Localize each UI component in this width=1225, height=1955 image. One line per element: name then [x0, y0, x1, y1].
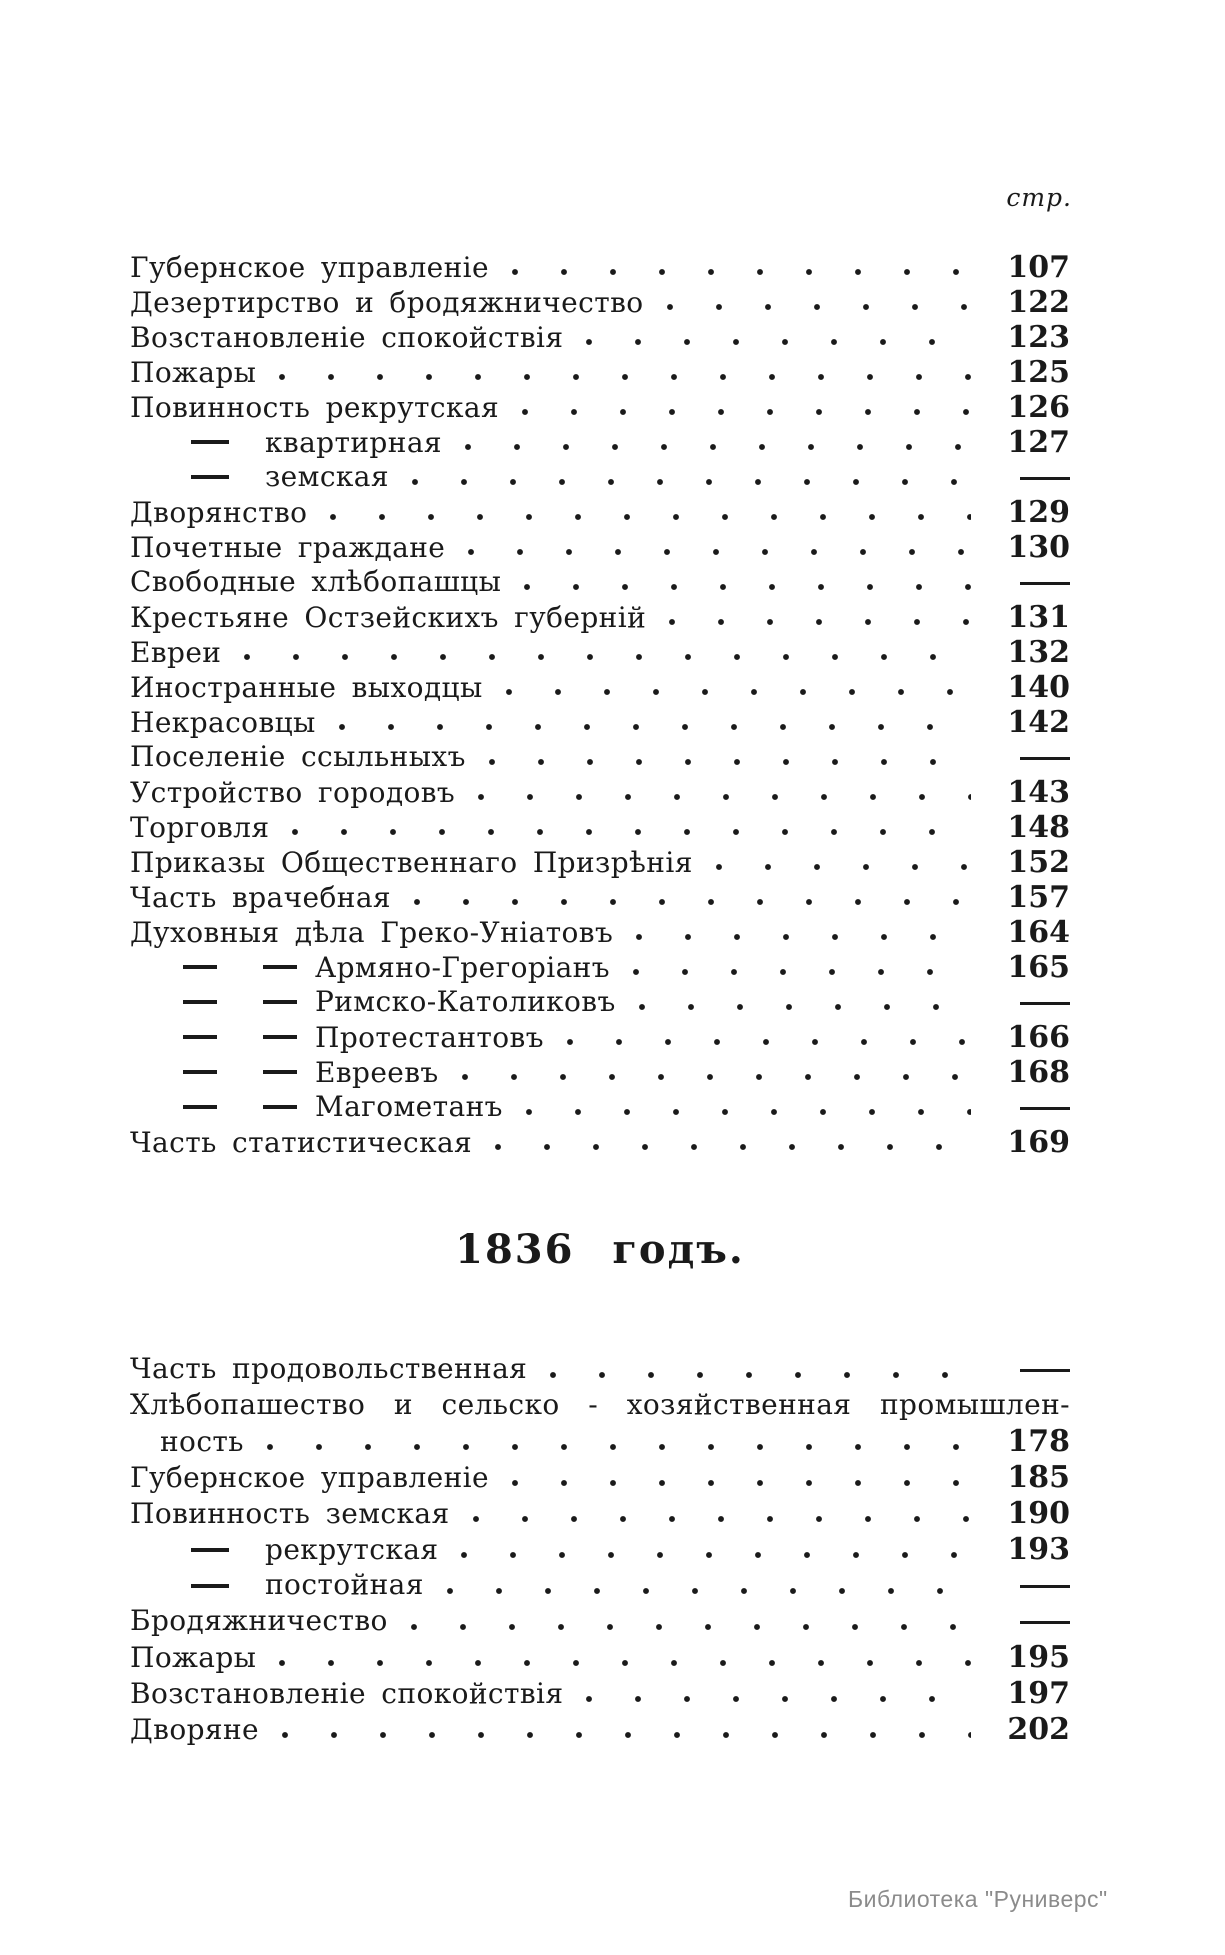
- toc-row: [130, 1712, 1070, 1748]
- ditto-dash: [245, 1028, 315, 1047]
- toc-row: [130, 425, 1070, 460]
- year-heading: 1836 годъ.: [455, 1226, 745, 1273]
- page-number: 202: [1007, 1712, 1070, 1747]
- entry-title: Евреи: [130, 636, 222, 669]
- dot-leader: [715, 862, 971, 872]
- dot-leader: [523, 582, 971, 592]
- page-number: 157: [1007, 880, 1070, 915]
- dot-leader: [411, 477, 971, 487]
- entry-title: Дворянство: [130, 496, 308, 529]
- entry-title: Часть продовольственная: [130, 1352, 528, 1385]
- page-number: [985, 582, 1070, 591]
- page-number: [985, 1002, 1070, 1011]
- ditto-dash: [245, 1063, 315, 1082]
- toc-row: [130, 845, 1070, 880]
- ditto-dash: [245, 1098, 315, 1117]
- entry-title: Свободные хлѣбопашцы: [130, 565, 502, 598]
- page-number: 131: [1007, 600, 1070, 635]
- page-column-header: стр.: [1006, 183, 1072, 212]
- ditto-dash: [155, 993, 245, 1012]
- dot-leader: [472, 1514, 971, 1524]
- toc-row: [130, 1604, 1070, 1640]
- toc-row: [130, 250, 1070, 285]
- page-number: [985, 1621, 1070, 1630]
- dot-leader: [464, 442, 971, 452]
- dot-leader: [668, 617, 971, 627]
- toc-row: [130, 880, 1070, 915]
- entry-title: Возстановленіе спокойствія: [130, 321, 564, 354]
- page-number: 148: [1007, 810, 1070, 845]
- ditto-dash: [155, 468, 265, 487]
- entry-title: Губернское управленіе: [130, 251, 489, 284]
- toc-row: [130, 775, 1070, 810]
- dot-leader: [488, 757, 971, 767]
- toc-row: [130, 810, 1070, 845]
- dot-leader: [635, 932, 971, 942]
- toc-row: [130, 670, 1070, 705]
- dot-leader: [638, 1002, 971, 1012]
- dot-leader: [413, 897, 971, 907]
- entry-title: Духовныя дѣла Греко-Уніатовъ: [130, 916, 614, 949]
- ditto-dash: [245, 958, 315, 977]
- dot-leader: [666, 302, 971, 312]
- toc-row: [130, 950, 1070, 985]
- page-number: 185: [1007, 1460, 1070, 1495]
- entry-title: Повинность земская: [130, 1497, 450, 1530]
- page-number: [985, 1585, 1070, 1594]
- entry-title: Протестантовъ: [315, 1021, 544, 1054]
- entry-title: Часть врачебная: [130, 881, 391, 914]
- entry-title: Некрасовцы: [130, 706, 316, 739]
- page-number: 169: [1007, 1125, 1070, 1160]
- dot-leader: [549, 1370, 971, 1380]
- ditto-dash: [155, 1098, 245, 1117]
- page-number: 107: [1007, 250, 1070, 285]
- toc-row: [130, 1388, 1070, 1424]
- entry-title: Иностранные выходцы: [130, 671, 483, 704]
- page-number: 140: [1007, 670, 1070, 705]
- toc-row: [130, 1020, 1070, 1055]
- page-number: 129: [1007, 495, 1070, 530]
- page-number: 190: [1007, 1496, 1070, 1531]
- dot-leader: [632, 967, 971, 977]
- dot-leader: [446, 1586, 971, 1596]
- dot-leader: [505, 687, 971, 697]
- toc-row: [130, 1532, 1070, 1568]
- toc-row: [130, 1496, 1070, 1532]
- library-watermark: Библиотека "Руниверс": [848, 1886, 1108, 1912]
- entry-title: Хлѣбопашество и сельско - хозяйственная промышлен-: [130, 1388, 1070, 1421]
- entry-title: Римско-Католиковъ: [315, 985, 616, 1018]
- page-number: 197: [1007, 1676, 1070, 1711]
- toc-row: [130, 705, 1070, 740]
- entry-title: Крестьяне Остзейскихъ губерній: [130, 601, 647, 634]
- page-number: [985, 1107, 1070, 1116]
- dot-leader: [521, 407, 971, 417]
- toc-row: [130, 1640, 1070, 1676]
- entry-title: Почетные граждане: [130, 531, 446, 564]
- entry-title: Губернское управленіе: [130, 1461, 489, 1494]
- entry-title: рекрутская: [265, 1533, 439, 1566]
- page-number: 132: [1007, 635, 1070, 670]
- page-number: 143: [1007, 775, 1070, 810]
- dot-leader: [243, 652, 971, 662]
- entry-title: квартирная: [265, 426, 442, 459]
- toc-row: [130, 285, 1070, 320]
- toc-row: [130, 1424, 1070, 1460]
- page-number: 165: [1007, 950, 1070, 985]
- page-number: [985, 477, 1070, 486]
- toc-row: [130, 565, 1070, 600]
- dot-leader: [525, 1107, 971, 1117]
- entry-title: Дворяне: [130, 1713, 260, 1746]
- toc-row: [130, 320, 1070, 355]
- dot-leader: [460, 1550, 971, 1560]
- entry-title: Пожары: [130, 1641, 257, 1674]
- toc-row: [130, 915, 1070, 950]
- dot-leader: [585, 337, 971, 347]
- toc-row: [130, 985, 1070, 1020]
- page-number: 123: [1007, 320, 1070, 355]
- dot-leader: [467, 547, 971, 557]
- page-number: 127: [1007, 425, 1070, 460]
- page-number: 122: [1007, 285, 1070, 320]
- ditto-dash: [155, 1063, 245, 1082]
- dot-leader: [266, 1442, 971, 1452]
- toc-row: [130, 1090, 1070, 1125]
- toc-row: [130, 1676, 1070, 1712]
- dot-leader: [494, 1142, 971, 1152]
- dot-leader: [410, 1622, 971, 1632]
- page-number: [985, 1369, 1070, 1378]
- page-number: 142: [1007, 705, 1070, 740]
- page-number: 168: [1007, 1055, 1070, 1090]
- dot-leader: [291, 827, 971, 837]
- page-number: 164: [1007, 915, 1070, 950]
- ditto-dash: [155, 1028, 245, 1047]
- ditto-dash: [155, 958, 245, 977]
- page-number: 126: [1007, 390, 1070, 425]
- toc-row: [130, 1460, 1070, 1496]
- toc-row: [130, 460, 1070, 495]
- entry-title: Армяно-Грегоріанъ: [315, 951, 610, 984]
- ditto-dash: [155, 433, 265, 452]
- dot-leader: [338, 722, 971, 732]
- dot-leader: [566, 1037, 971, 1047]
- page-number: 130: [1007, 530, 1070, 565]
- dot-leader: [329, 512, 971, 522]
- dot-leader: [278, 1658, 971, 1668]
- dot-leader: [477, 792, 971, 802]
- page-number: 166: [1007, 1020, 1070, 1055]
- entry-title: Поселеніе ссыльныхъ: [130, 740, 466, 773]
- ditto-dash: [245, 993, 315, 1012]
- entry-title: ность: [160, 1425, 244, 1458]
- dot-leader: [278, 372, 971, 382]
- entry-title: Бродяжничество: [130, 1604, 388, 1637]
- page-number: 178: [1007, 1424, 1070, 1459]
- entry-title: Устройство городовъ: [130, 776, 456, 809]
- toc-row: [130, 740, 1070, 775]
- dot-leader: [281, 1730, 971, 1740]
- entry-title: Магометанъ: [315, 1090, 503, 1123]
- entry-title: Евреевъ: [315, 1056, 439, 1089]
- entry-title: Дезертирство и бродяжничество: [130, 286, 644, 319]
- toc-row: [130, 530, 1070, 565]
- ditto-dash: [155, 1577, 265, 1596]
- entry-title: постойная: [265, 1568, 424, 1601]
- entry-title: Пожары: [130, 356, 257, 389]
- toc-section-1835: [130, 250, 1070, 1160]
- toc-row: [130, 495, 1070, 530]
- page-number: [985, 757, 1070, 766]
- entry-title: земская: [265, 460, 389, 493]
- entry-title: Возстановленіе спокойствія: [130, 1677, 564, 1710]
- toc-row: [130, 635, 1070, 670]
- toc-row: [130, 1352, 1070, 1388]
- dot-leader: [511, 267, 971, 277]
- page-number: 152: [1007, 845, 1070, 880]
- toc-row: [130, 600, 1070, 635]
- dot-leader: [461, 1072, 971, 1082]
- toc-row: [130, 1568, 1070, 1604]
- page-number: 195: [1007, 1640, 1070, 1675]
- entry-title: Часть статистическая: [130, 1126, 473, 1159]
- dot-leader: [511, 1478, 971, 1488]
- entry-title: Повинность рекрутская: [130, 391, 500, 424]
- toc-row: [130, 1125, 1070, 1160]
- dot-leader: [585, 1694, 971, 1704]
- entry-title: Торговля: [130, 811, 270, 844]
- page-number: 125: [1007, 355, 1070, 390]
- page-number: 193: [1007, 1532, 1070, 1567]
- entry-title: Приказы Общественнаго Призрѣнія: [130, 846, 693, 879]
- ditto-dash: [155, 1541, 265, 1560]
- toc-row: [130, 390, 1070, 425]
- toc-row: [130, 355, 1070, 390]
- toc-section-1836: [130, 1352, 1070, 1748]
- toc-row: [130, 1055, 1070, 1090]
